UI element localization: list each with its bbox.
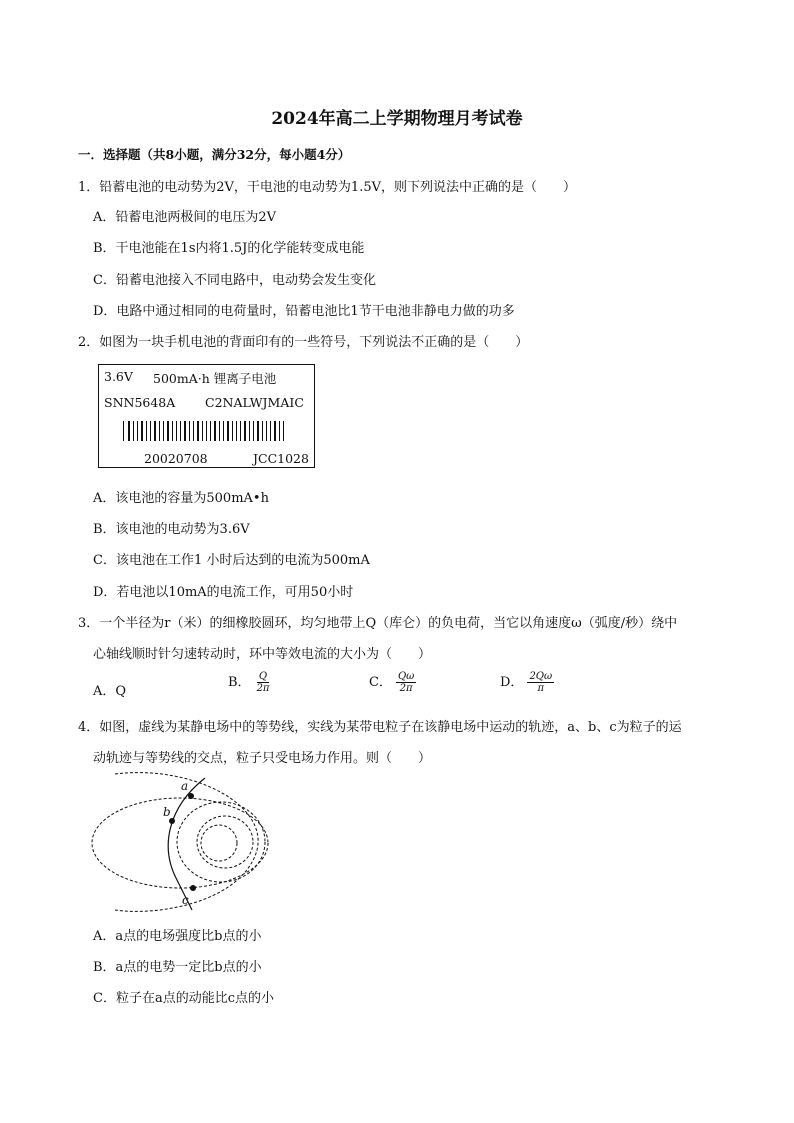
question-1-option-d: D．电路中通过相同的电荷量时，铅蓄电池比1节干电池非静电力做的功多	[93, 304, 515, 319]
barcode	[123, 421, 289, 441]
question-4-option-b: B．a点的电势一定比b点的小	[93, 960, 262, 975]
fraction-b	[255, 671, 272, 694]
fraction-c-numerator: Qω	[397, 671, 415, 682]
question-2-option-a: A．该电池的容量为500mA•h	[93, 491, 269, 506]
point-a-label: a	[181, 779, 189, 793]
question-1-stem: 1．铅蓄电池的电动势为2V，干电池的电动势为1.5V，则下列说法中正确的是（ ）	[78, 180, 576, 195]
question-3-option-b	[228, 671, 272, 694]
battery-capacity: 500mA·h 锂离子电池	[153, 371, 277, 386]
question-3-option-a: A．Q	[93, 684, 127, 699]
question-1-option-b: B．干电池能在1s内将1.5J的化学能转变成电能	[93, 241, 365, 256]
option-b-prefix: B．	[228, 675, 251, 690]
equipotential-line-3	[177, 802, 265, 882]
fraction-b-numerator: Q	[258, 671, 268, 682]
fraction-d	[527, 671, 554, 694]
battery-voltage: 3.6V	[104, 369, 133, 384]
point-c-label: c	[182, 893, 189, 907]
question-2-stem: 2．如图为一块手机电池的背面印有的一些符号，下列说法不正确的是（ ）	[78, 335, 529, 350]
question-4-stem-line2: 动轨迹与等势线的交点，粒子只受电场力作用。则（ ）	[93, 751, 432, 766]
option-c-prefix: C．	[369, 675, 392, 690]
question-3-stem-line1: 3．一个半径为r（米）的细橡胶圆环，均匀地带上Q（库仑）的负电荷，当它以角速度ω（弧度/秒）绕中	[78, 616, 678, 631]
question-2-option-d: D．若电池以10mA的电流工作，可用50小时	[93, 585, 354, 600]
point-a	[188, 793, 194, 799]
question-3-option-c	[369, 671, 416, 694]
option-d-prefix: D．	[500, 675, 524, 690]
point-c	[190, 885, 196, 891]
fraction-c	[396, 671, 416, 694]
question-4-option-c: C．粒子在a点的动能比c点的小	[93, 991, 274, 1006]
battery-code-right: C2NALWJMAIC	[205, 395, 304, 410]
question-2-option-c: C．该电池在工作1 小时后达到的电流为500mA	[93, 553, 370, 568]
question-2-option-b: B．该电池的电动势为3.6V	[93, 522, 250, 537]
question-3-option-d	[500, 671, 554, 694]
fraction-b-denominator: 2π	[256, 683, 270, 694]
page-title: 2024年高二上学期物理月考试卷	[271, 109, 523, 129]
equipotential-line-2	[92, 798, 268, 888]
equipotential-line-inner	[201, 825, 237, 861]
section-heading: 一．选择题（共8小题，满分32分，每小题4分）	[78, 147, 351, 162]
question-1-option-a: A．铅蓄电池两极间的电压为2V	[93, 210, 277, 225]
question-4-stem-line1: 4．如图，虚线为某静电场中的等势线，实线为某带电粒子在该静电场中运动的轨迹，a、b、c为粒子的运	[78, 720, 682, 735]
fraction-c-denominator: 2π	[399, 683, 413, 694]
battery-label	[98, 364, 315, 468]
battery-date: 20020708	[144, 451, 208, 466]
battery-serial: JCC1028	[253, 451, 309, 466]
battery-code-left: SNN5648A	[104, 395, 176, 410]
fraction-d-denominator: π	[537, 683, 545, 694]
point-b-label: b	[163, 805, 171, 819]
question-3-stem-line2: 心轴线顺时针匀速转动时，环中等效电流的大小为（ ）	[93, 647, 432, 662]
question-1-option-c: C．铅蓄电池接入不同电路中，电动势会发生变化	[93, 273, 376, 288]
fraction-d-numerator: 2Qω	[529, 671, 553, 682]
question-4-option-a: A．a点的电场强度比b点的小	[93, 929, 262, 944]
field-diagram	[85, 768, 275, 918]
